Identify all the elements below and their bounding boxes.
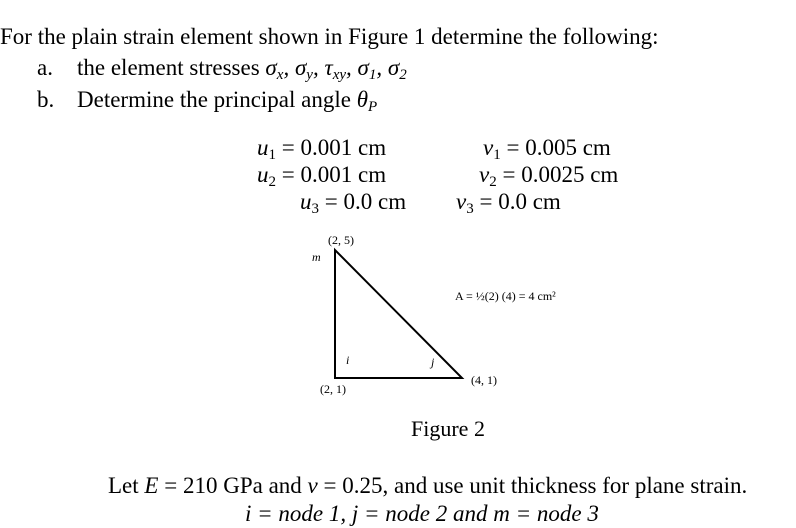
v2-value: 0.0025 cm — [521, 162, 619, 187]
given-E: 210 GPa — [182, 473, 263, 498]
coord-m: (2, 5) — [328, 233, 354, 247]
eq-u3: $u_3 = 0.0$ cm — [300, 189, 407, 217]
problem-intro: For the plain strain element shown in Figure 1 determine the following: — [0, 24, 659, 49]
item-b-text: Determine the principal angle — [77, 87, 357, 112]
eq-v2: $v_2 = 0.0025$ cm — [479, 162, 619, 190]
node-i-label: i — [346, 353, 350, 367]
u2-value: 0.001 cm — [300, 162, 387, 187]
item-b-label: b. — [37, 87, 55, 112]
given-nu: 0.25 — [342, 473, 383, 498]
node-j-label: j — [431, 355, 435, 369]
coord-j: (4, 1) — [471, 373, 497, 387]
triangle-element — [335, 250, 462, 378]
item-b: b. Determine the principal angle $\theta_P$ — [37, 87, 378, 115]
area-formula: A = ½(2) (4) = 4 cm² — [455, 289, 556, 303]
v1-value: 0.005 cm — [525, 135, 611, 160]
given-line-1: Let E = 210 GPa and v = 0.25, and use unit thickness for plane strain. — [108, 473, 748, 498]
eq-u2: $u_2 = 0.001$ cm — [257, 162, 387, 190]
eq-u1: $u_1 = 0.001$ cm — [257, 135, 387, 163]
item-a-text: the element stresses — [77, 55, 266, 80]
node-m-label: m — [312, 250, 321, 264]
given-line-2: i = node 1, j = node 2 and m = node 3 — [245, 501, 599, 526]
u1-value: 0.001 cm — [300, 135, 387, 160]
figure-caption: Figure 2 — [411, 416, 485, 441]
u3-value: 0.0 cm — [343, 189, 407, 214]
coord-i: (2, 1) — [320, 382, 346, 396]
eq-v3: $v_3 = 0.0$ cm — [456, 189, 561, 217]
item-a: a. the element stresses $\sigma_x$, $\sigma_y$, $\tau_{xy}$, $\sigma_1$, $\sigma_2$ — [37, 55, 407, 83]
item-a-label: a. — [37, 55, 53, 80]
v3-value: 0.0 cm — [498, 189, 561, 214]
eq-v1: $v_1 = 0.005$ cm — [483, 135, 611, 163]
